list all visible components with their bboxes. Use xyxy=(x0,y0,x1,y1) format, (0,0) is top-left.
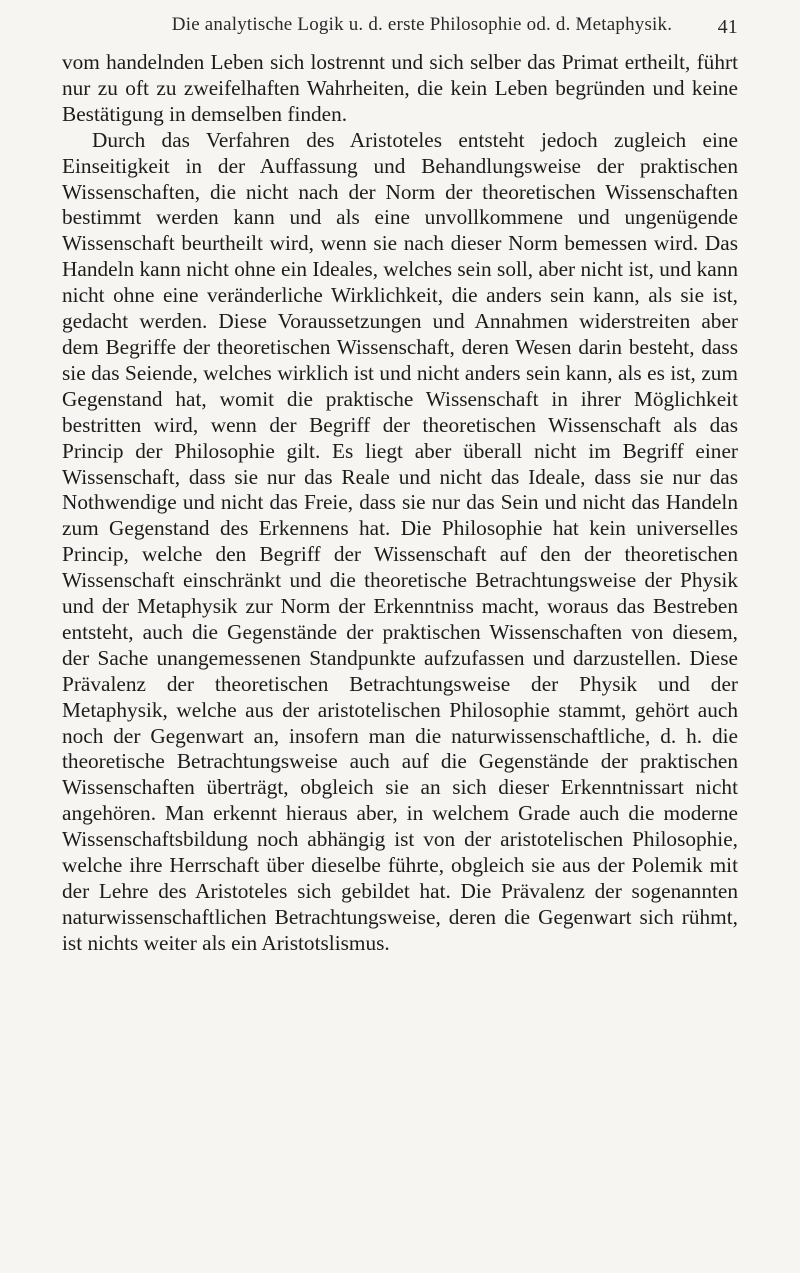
page-number: 41 xyxy=(717,16,738,38)
running-title: Die analytische Logik u. d. erste Philosophie od. d. Metaphysik. xyxy=(171,14,673,35)
running-header xyxy=(62,10,738,50)
paragraph-continuation: vom handelnden Leben sich lostrennt und sich selber das Primat ertheilt, führt nur zu oft zu zweifelhaften Wahrheiten, die kein Leben begründen und keine Bestätigung in demselben finden. xyxy=(62,50,738,126)
body-text xyxy=(62,50,738,957)
paragraph-aristoteles: Durch das Verfahren des Aristoteles entsteht jedoch zugleich eine Einseitigkeit in der Auffassung und Behandlungsweise der praktischen Wissenschaften, die nicht nach der Norm der theoretischen Wissenschaften bestimmt werden kann und als eine unvollkommene und ungenügende Wissenschaft beurtheilt wird, wenn sie nach dieser Norm bemessen wird. Das Handeln kann nicht ohne ein Ideales, welches sein soll, aber nicht ist, und kann nicht ohne eine veränderliche Wirklichkeit, die anders sein kann, als sie ist, gedacht werden. Diese Voraussetzungen und Annahmen widerstreiten aber dem Begriffe der theoretischen Wissenschaft, deren Wesen darin besteht, dass sie das Seiende, welches wirklich ist und nicht anders sein kann, als es ist, zum Gegenstand hat, womit die praktische Wissenschaft in ihrer Möglichkeit bestritten wird, wenn der Begriff der theoretischen Wissenschaft als das Princip der Philosophie gilt. Es liegt aber überall nicht im Begriff einer Wissenschaft, dass sie nur das Reale und nicht das Ideale, dass sie nur das Nothwendige und nicht das Freie, dass sie nur das Sein und nicht das Handeln zum Gegenstand des Erkennens hat. Die Philosophie hat kein universelles Princip, welche den Begriff der Wissenschaft auf den der theoretischen Wissenschaft einschränkt und die theoretische Betrachtungsweise der Physik und der Metaphysik zur Norm der Erkenntniss macht, woraus das Bestreben entsteht, auch die Gegenstände der praktischen Wissenschaften von diesem, der Sache unangemessenen Standpunkte aufzufassen und darzustellen. Diese Prävalenz der theoretischen Betrachtungsweise der Physik und der Metaphysik, welche aus der aristotelischen Philosophie stammt, gehört auch noch der Gegenwart an, insofern man die naturwissenschaftliche, d. h. die theoretische Betrachtungsweise auch auf die Gegenstände der praktischen Wissenschaften überträgt, obgleich sie an sich dieser Erkenntnissart nicht angehören. Man erkennt hieraus aber, in welchem Grade auch die moderne Wissenschaftsbildung noch abhängig ist von der aristotelischen Philosophie, welche ihre Herrschaft über dieselbe führte, obgleich sie aus der Polemik mit der Lehre des Aristoteles sich gebildet hat. Die Prävalenz der sogenannten naturwissenschaftlichen Betrachtungsweise, deren die Gegenwart sich rühmt, ist nichts weiter als ein Aristotslismus. xyxy=(62,127,738,955)
